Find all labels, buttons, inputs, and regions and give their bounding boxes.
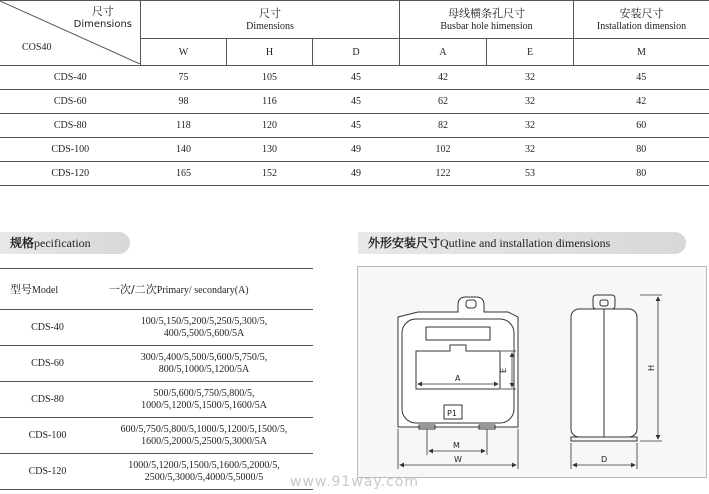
spec-header-model: 型号Model: [0, 269, 95, 310]
group-dimensions: 尺寸 Dimensions: [141, 1, 400, 39]
cell-h: 105: [227, 66, 313, 90]
label-e: E: [499, 367, 508, 373]
cell-w: 98: [141, 90, 227, 114]
spec-model: CDS-120: [0, 454, 95, 490]
list-item: [0, 382, 313, 418]
spec-model: CDS-60: [0, 346, 95, 382]
cell-d: 49: [313, 138, 400, 162]
cell-d: 45: [313, 90, 400, 114]
label-w: W: [454, 455, 462, 464]
table-row: [0, 114, 709, 138]
row-model: CDS-100: [0, 138, 141, 162]
col-header-e: E: [487, 39, 574, 66]
cell-m: 60: [574, 114, 709, 138]
dimension-table: [0, 0, 709, 186]
label-a: A: [455, 374, 461, 383]
col-header-w: W: [141, 39, 227, 66]
list-item: [0, 346, 313, 382]
spec-model: CDS-80: [0, 382, 95, 418]
spec-ratios: 100/5,150/5,200/5,250/5,300/5, 400/5,500/5,600/5A: [95, 310, 313, 346]
spec-ratios: 1000/5,1200/5,1500/5,1600/5,2000/5, 2500/5,3000/5,4000/5,5000/5: [95, 454, 313, 490]
cell-a: 122: [400, 162, 487, 186]
cell-a: 42: [400, 66, 487, 90]
group-busbar: 母线横条孔尺寸 Busbar hole himension: [400, 1, 574, 39]
cell-e: 32: [487, 66, 574, 90]
cell-h: 120: [227, 114, 313, 138]
row-model: CDS-80: [0, 114, 141, 138]
cell-d: 45: [313, 114, 400, 138]
cell-w: 165: [141, 162, 227, 186]
cell-h: 130: [227, 138, 313, 162]
cell-e: 32: [487, 90, 574, 114]
label-p1: P1: [447, 409, 457, 418]
table-row: [0, 90, 709, 114]
corner-top: 尺寸 Dimensions: [73, 5, 132, 30]
col-header-h: H: [227, 39, 313, 66]
row-model: CDS-120: [0, 162, 141, 186]
row-model: CDS-60: [0, 90, 141, 114]
spec-heading: 规格pecification: [0, 232, 130, 254]
cell-m: 80: [574, 162, 709, 186]
row-model: CDS-40: [0, 66, 141, 90]
outline-drawing: [358, 267, 706, 477]
cell-w: 118: [141, 114, 227, 138]
cell-w: 140: [141, 138, 227, 162]
cell-d: 49: [313, 162, 400, 186]
cell-a: 62: [400, 90, 487, 114]
spec-ratios: 600/5,750/5,800/5,1000/5,1200/5,1500/5, 1600/5,2000/5,2500/5,3000/5A: [95, 418, 313, 454]
cell-d: 45: [313, 66, 400, 90]
spec-table: [0, 268, 313, 490]
label-d: D: [601, 455, 608, 464]
table-row: [0, 138, 709, 162]
cell-e: 53: [487, 162, 574, 186]
cell-w: 75: [141, 66, 227, 90]
cell-h: 116: [227, 90, 313, 114]
spec-ratios: 300/5,400/5,500/5,600/5,750/5, 800/5,1000/5,1200/5A: [95, 346, 313, 382]
spec-model: CDS-40: [0, 310, 95, 346]
outline-heading: 外形安装尺寸Qutline and installation dimensions: [358, 232, 686, 254]
cell-m: 80: [574, 138, 709, 162]
group-installation: 安装尺寸 Installation dimension: [574, 1, 709, 39]
list-item: [0, 310, 313, 346]
cell-a: 102: [400, 138, 487, 162]
col-header-m: M: [574, 39, 709, 66]
corner-bottom: COS40: [22, 42, 52, 53]
table-row: [0, 162, 709, 186]
list-item: [0, 454, 313, 490]
corner-cell: [0, 1, 141, 66]
cell-e: 32: [487, 114, 574, 138]
label-m: M: [453, 441, 460, 450]
cell-h: 152: [227, 162, 313, 186]
outline-drawing-panel: [357, 266, 707, 478]
spec-model: CDS-100: [0, 418, 95, 454]
list-item: [0, 418, 313, 454]
watermark: www.91way.com: [290, 474, 419, 490]
cell-e: 32: [487, 138, 574, 162]
cell-a: 82: [400, 114, 487, 138]
cell-m: 45: [574, 66, 709, 90]
table-row: [0, 66, 709, 90]
spec-ratios: 500/5,600/5,750/5,800/5, 1000/5,1200/5,1500/5,1600/5A: [95, 382, 313, 418]
label-h: H: [647, 364, 656, 371]
col-header-d: D: [313, 39, 400, 66]
col-header-a: A: [400, 39, 487, 66]
spec-header-ratio: 一次/二次Primary/ secondary(A): [95, 269, 313, 310]
cell-m: 42: [574, 90, 709, 114]
